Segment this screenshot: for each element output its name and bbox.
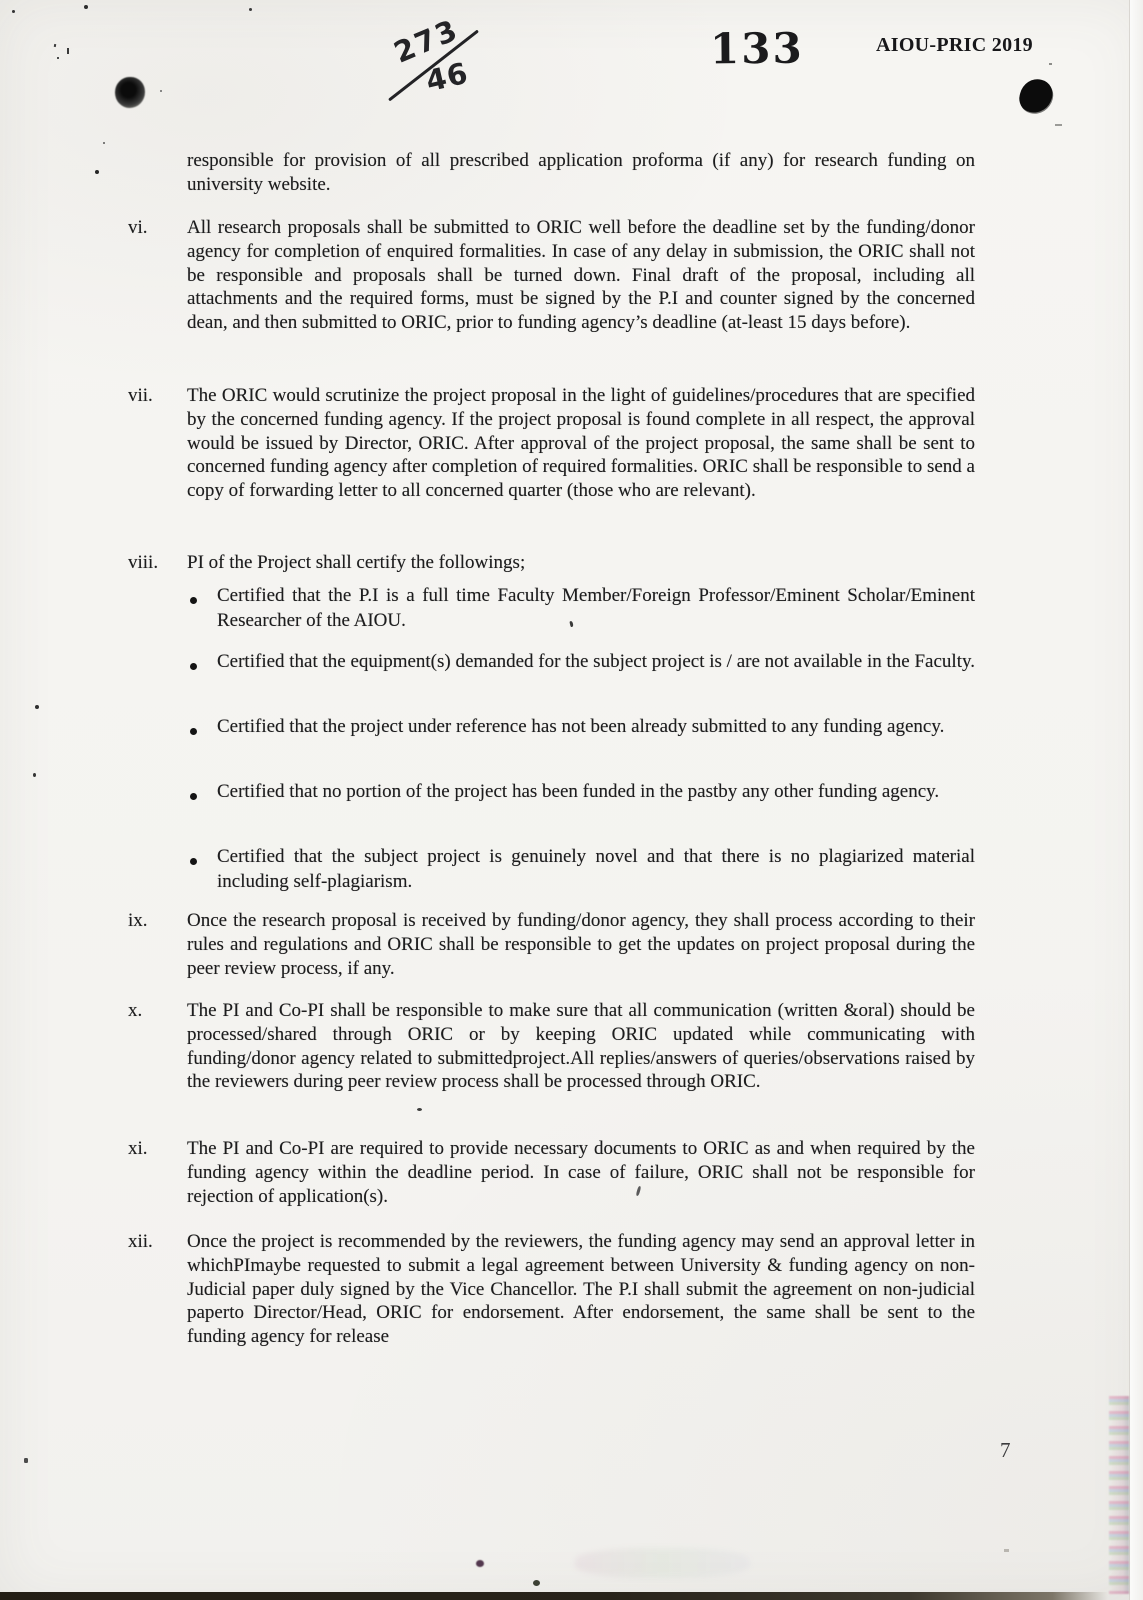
bullet-icon: [190, 597, 197, 604]
list-number-xi: xi.: [128, 1138, 148, 1159]
list-number-vii: vii.: [128, 385, 153, 406]
list-number-xii: xii.: [128, 1231, 153, 1252]
scan-edge-bottom: [0, 1592, 1108, 1600]
handwritten-denominator: 46: [422, 55, 472, 99]
bullet-icon: [190, 793, 197, 800]
bullet-icon: [190, 663, 197, 670]
page-edge: [1129, 0, 1143, 1600]
document-reference: AIOU-PRIC 2019: [876, 34, 1033, 56]
list-number-ix: ix.: [128, 910, 148, 931]
scan-speck: [160, 90, 162, 92]
scan-speck: [103, 142, 105, 144]
list-number-x: x.: [128, 1000, 143, 1021]
certification-item-1: Certified that the P.I is a full time Faculty Member/Foreign Professor/Eminent Scholar/Eminent Researcher of the AIOU.: [217, 585, 975, 631]
scan-speck: [12, 10, 15, 13]
certification-item-5: Certified that the subject project is genuinely novel and that there is no plagiarized material including self-plagiarism.: [217, 846, 975, 892]
page-stamp-number: 133: [709, 23, 804, 74]
bullet-icon: [190, 728, 197, 735]
scan-speck: [33, 773, 36, 777]
scan-speck: [35, 705, 39, 709]
certification-item-3: Certified that the project under reference has not been already submitted to any funding agency.: [217, 716, 945, 737]
scan-speck: [67, 48, 69, 54]
intro-continuation-paragraph: responsible for provision of all prescribed application proforma (if any) for research funding on university website.: [187, 150, 975, 195]
list-number-viii: viii.: [128, 552, 159, 573]
scan-noise-bottom: [575, 1548, 750, 1578]
list-item-x: The PI and Co-PI shall be responsible to make sure that all communication (written &oral) should be processed/shared through ORIC or by keeping ORIC updated while communicating with funding/donor agency related to submittedproject.All replies/answers of queries/observations raised by the reviewers during peer review process shall be processed through ORIC.: [187, 1000, 975, 1093]
hole-punch-right: [1016, 76, 1055, 117]
list-item-vii: The ORIC would scrutinize the project proposal in the light of guidelines/procedures that are specified by the concerned funding agency. If the project proposal is found complete in all respect, the approval would be issued by Director, ORIC. After approval of the project proposal, the same shall be sent to concerned funding agency after completion of required formalities. ORIC shall be responsible to send a copy of forwarding letter to all concerned quarter (those who are relevant).: [187, 385, 975, 502]
list-item-xii: Once the project is recommended by the reviewers, the funding agency may send an approval letter in whichPImaybe requested to submit a legal agreement between University & funding agency on non-Judicial paper duly signed by the Vice Chancellor. The P.I shall submit the agreement on non-judicial paperto Director/Head, ORIC for endorsement. After endorsement, the same shall be sent to the funding agency for release: [187, 1231, 975, 1348]
list-item-ix: Once the research proposal is received by funding/donor agency, they shall process according to their rules and regulations and ORIC shall be responsible to get the updates on project proposal during the peer review process, if any.: [187, 910, 975, 979]
certification-item-4: Certified that no portion of the project has been funded in the pastby any other funding agency.: [217, 781, 940, 802]
scan-speck: [84, 5, 88, 9]
scan-speck: [417, 1108, 422, 1111]
scan-speck: [24, 1458, 28, 1463]
bullet-icon: [190, 858, 197, 865]
list-item-vi: All research proposals shall be submitted to ORIC well before the deadline set by the funding/donor agency for completion of enquired formalities. In case of any delay in submission, the ORIC shall not be responsible and proposals shall be turned down. Final draft of the proposal, including all attachments and the required forms, must be signed by the P.I and counter signed by the concerned dean, and then submitted to ORIC, prior to funding agency’s deadline (at-least 15 days before).: [187, 217, 975, 334]
scan-speck: [533, 1580, 540, 1586]
handwritten-numerator: 273: [389, 12, 464, 70]
list-item-viii: PI of the Project shall certify the followings;: [187, 552, 526, 573]
scan-noise-right: [1109, 1396, 1129, 1594]
scan-speck: [57, 57, 59, 59]
list-number-vi: vi.: [128, 217, 148, 238]
scan-speck: [95, 170, 99, 174]
scan-speck: [249, 8, 252, 11]
hole-punch-left: [115, 77, 145, 108]
list-item-xi: The PI and Co-PI are required to provide necessary documents to ORIC as and when required by the funding agency within the deadline period. In case of failure, ORIC shall not be responsible for rejection of application(s).: [187, 1138, 975, 1207]
scan-speck: [54, 44, 56, 47]
scan-speck: [1004, 1549, 1009, 1552]
scan-speck: [476, 1560, 484, 1567]
scan-speck: [1049, 63, 1052, 65]
scan-speck: [1055, 124, 1062, 126]
certification-item-2: Certified that the equipment(s) demanded for the subject project is / are not available in the Faculty.: [217, 651, 975, 672]
page-number: 7: [1000, 1438, 1011, 1462]
